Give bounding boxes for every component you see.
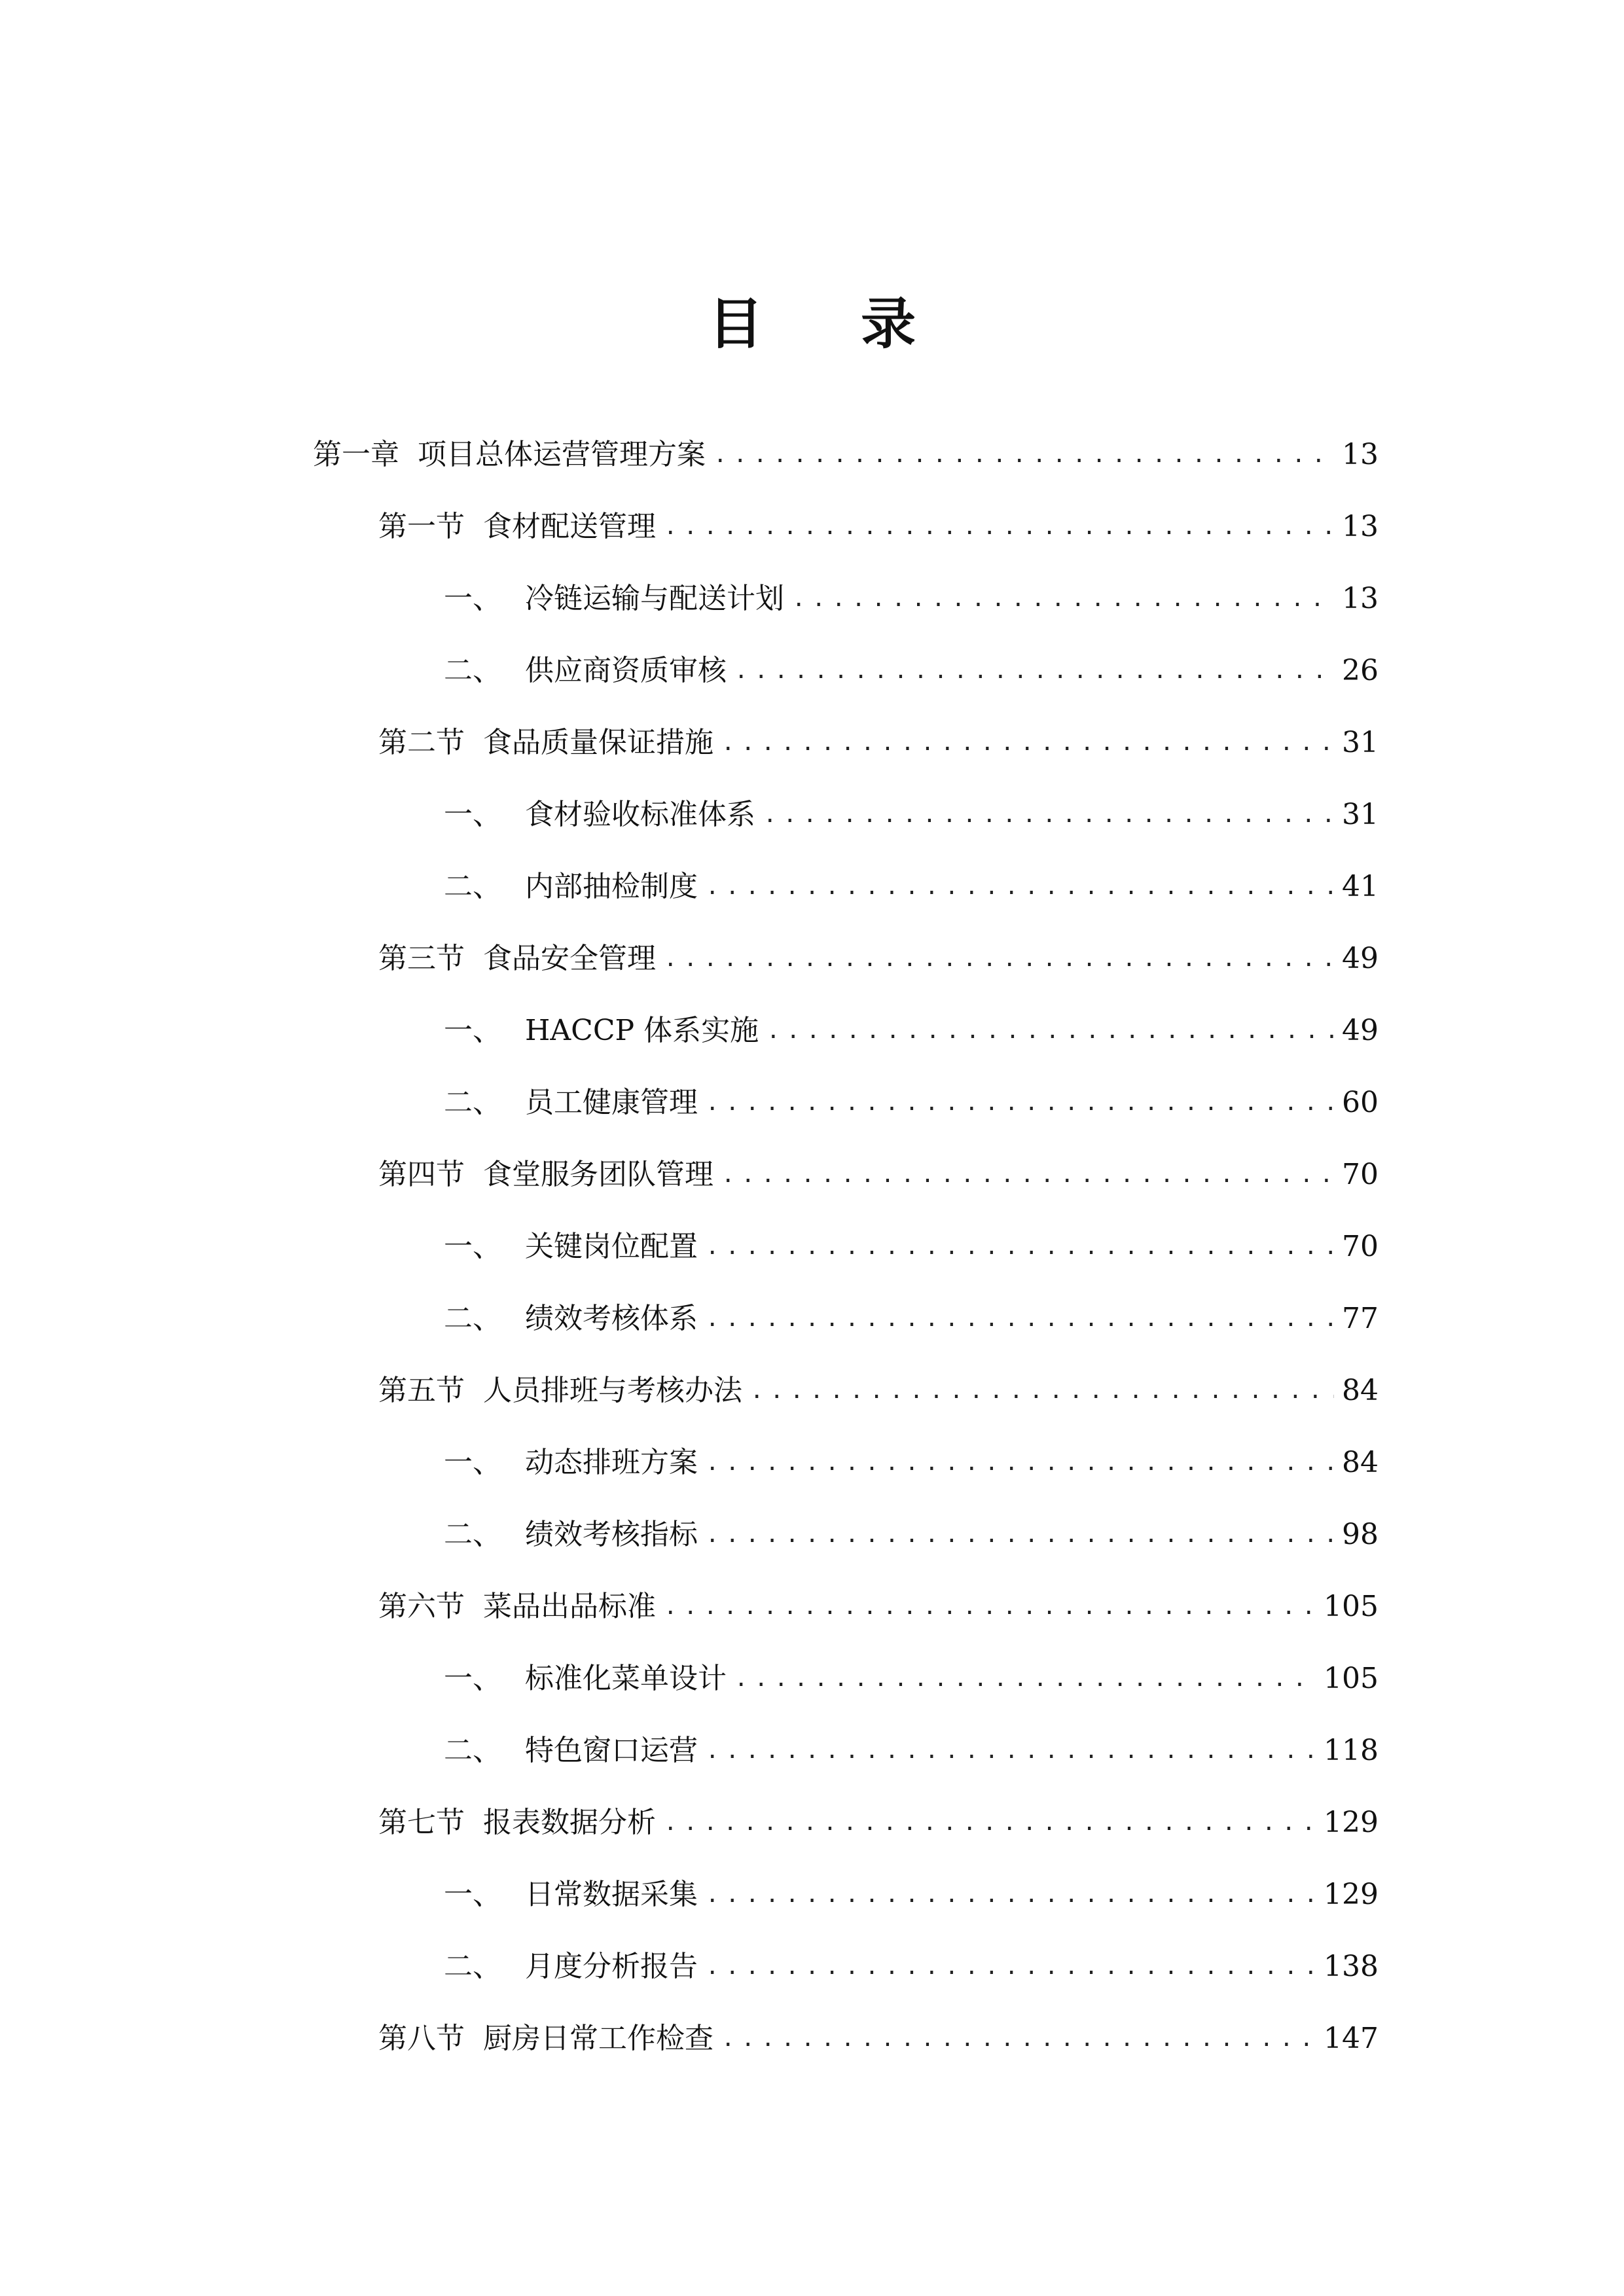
toc-dot-leader (706, 1227, 1334, 1266)
toc-entry[interactable] (0, 1499, 1624, 1571)
toc-entry-number: 第四节 (378, 1158, 465, 1191)
toc-entry-title: 食材配送管理 (483, 510, 656, 543)
toc-entry-number: 第六节 (378, 1590, 465, 1623)
toc-entry-number: 一、 (444, 1878, 501, 1911)
toc-entry[interactable] (0, 1643, 1624, 1715)
toc-entry-page-number: 118 (1324, 1734, 1379, 1767)
toc-entry-title: 月度分析报告 (525, 1950, 698, 1983)
toc-entry-title: 人员排班与考核办法 (483, 1374, 742, 1407)
toc-entry[interactable] (0, 491, 1624, 563)
toc-dot-leader (664, 507, 1334, 547)
toc-entry-title: 食品安全管理 (483, 942, 656, 975)
toc-entry-page-number: 13 (1342, 582, 1379, 615)
toc-entry-title: 特色窗口运营 (525, 1734, 698, 1767)
toc-dot-leader (721, 723, 1334, 762)
toc-entry-title: 食品质量保证措施 (483, 726, 713, 759)
toc-dot-leader (763, 795, 1334, 834)
toc-entry-title: 食材验收标准体系 (525, 798, 755, 831)
toc-entry-title: 绩效考核指标 (525, 1518, 698, 1551)
toc-entry-page-number: 60 (1342, 1086, 1379, 1119)
toc-entry-page-number: 105 (1324, 1590, 1379, 1623)
toc-dot-leader (721, 2019, 1316, 2058)
toc-entry-page-number: 147 (1324, 2022, 1379, 2055)
toc-entry-page-number: 77 (1342, 1302, 1379, 1335)
toc-entry-number: 第三节 (378, 942, 465, 975)
toc-entry-number: 二、 (444, 1734, 501, 1767)
toc-entry-number: 二、 (444, 1950, 501, 1983)
toc-entry[interactable] (0, 1067, 1624, 1139)
toc-entry-title: 厨房日常工作检查 (483, 2022, 713, 2055)
toc-entry-page-number: 84 (1342, 1446, 1379, 1479)
toc-entry-number: 二、 (444, 870, 501, 903)
toc-dot-leader (706, 1299, 1334, 1338)
toc-entry-page-number: 49 (1342, 942, 1379, 975)
toc-dot-leader (713, 435, 1334, 475)
toc-entry-number: 二、 (444, 1086, 501, 1119)
toc-entry[interactable] (0, 1211, 1624, 1283)
toc-entry-title: 项目总体运营管理方案 (418, 438, 706, 471)
toc-entry-number: 第二节 (378, 726, 465, 759)
toc-entry-number: 二、 (444, 1518, 501, 1551)
toc-entry[interactable] (0, 779, 1624, 851)
toc-dot-leader (664, 1803, 1316, 1842)
toc-entry-title: 菜品出品标准 (483, 1590, 656, 1623)
toc-entry-page-number: 31 (1342, 798, 1379, 831)
toc-entry-page-number: 70 (1342, 1230, 1379, 1263)
toc-dot-leader (706, 867, 1334, 906)
toc-entry-title: 绩效考核体系 (525, 1302, 698, 1335)
toc-dot-leader (706, 1083, 1334, 1122)
toc-entry-page-number: 26 (1342, 654, 1379, 687)
toc-entry-title: HACCP 体系实施 (525, 1014, 759, 1047)
toc-entry-number: 第八节 (378, 2022, 465, 2055)
toc-dot-leader (706, 1731, 1316, 1770)
toc-entry-title: 报表数据分析 (483, 1806, 656, 1839)
toc-entry[interactable] (0, 1787, 1624, 1859)
toc-entry-number: 一、 (444, 798, 501, 831)
toc-entry-page-number: 49 (1342, 1014, 1379, 1047)
toc-entry-number: 二、 (444, 654, 501, 687)
toc-title: 目 录 (708, 292, 956, 356)
toc-entry[interactable] (0, 1715, 1624, 1787)
toc-dot-leader (706, 1515, 1334, 1554)
toc-entry-number: 一、 (444, 1014, 501, 1047)
toc-entry[interactable] (0, 563, 1624, 635)
toc-list (0, 419, 1624, 2075)
toc-entry-title: 日常数据采集 (525, 1878, 698, 1911)
toc-entry-page-number: 31 (1342, 726, 1379, 759)
toc-entry[interactable] (0, 1859, 1624, 1931)
toc-entry-page-number: 98 (1342, 1518, 1379, 1551)
toc-entry[interactable] (0, 923, 1624, 995)
toc-entry-number: 一、 (444, 1662, 501, 1695)
toc-entry-page-number: 129 (1324, 1806, 1379, 1839)
toc-dot-leader (792, 579, 1334, 619)
toc-entry-page-number: 13 (1342, 438, 1379, 471)
toc-dot-leader (767, 1011, 1334, 1050)
toc-entry[interactable] (0, 1427, 1624, 1499)
toc-entry[interactable] (0, 419, 1624, 491)
toc-dot-leader (706, 1947, 1316, 1986)
toc-entry-page-number: 129 (1324, 1878, 1379, 1911)
toc-entry[interactable] (0, 995, 1624, 1067)
toc-entry[interactable] (0, 635, 1624, 707)
toc-entry[interactable] (0, 1571, 1624, 1643)
toc-entry-page-number: 41 (1342, 870, 1379, 903)
toc-entry-title: 冷链运输与配送计划 (525, 582, 784, 615)
toc-entry[interactable] (0, 1139, 1624, 1211)
toc-entry-title: 员工健康管理 (525, 1086, 698, 1119)
toc-entry-number: 二、 (444, 1302, 501, 1335)
toc-entry-title: 标准化菜单设计 (525, 1662, 727, 1695)
toc-dot-leader (721, 1155, 1334, 1194)
toc-entry-number: 一、 (444, 1230, 501, 1263)
toc-dot-leader (734, 651, 1334, 691)
toc-entry[interactable] (0, 1283, 1624, 1355)
toc-entry-page-number: 70 (1342, 1158, 1379, 1191)
toc-dot-leader (750, 1371, 1334, 1410)
toc-entry[interactable] (0, 2003, 1624, 2075)
toc-dot-leader (706, 1443, 1334, 1482)
toc-entry-title: 内部抽检制度 (525, 870, 698, 903)
toc-entry-title: 食堂服务团队管理 (483, 1158, 713, 1191)
toc-entry-page-number: 105 (1324, 1662, 1379, 1695)
toc-entry-number: 一、 (444, 582, 501, 615)
toc-entry-number: 第一章 (313, 438, 399, 471)
toc-dot-leader (706, 1875, 1316, 1914)
toc-entry[interactable] (0, 851, 1624, 923)
toc-entry-number: 第七节 (378, 1806, 465, 1839)
toc-entry-page-number: 13 (1342, 510, 1379, 543)
toc-entry-title: 关键岗位配置 (525, 1230, 698, 1263)
toc-entry-page-number: 138 (1324, 1950, 1379, 1983)
toc-dot-leader (664, 939, 1334, 978)
toc-entry-title: 动态排班方案 (525, 1446, 698, 1479)
toc-dot-leader (664, 1587, 1316, 1626)
toc-entry-number: 一、 (444, 1446, 501, 1479)
toc-entry[interactable] (0, 1931, 1624, 2003)
toc-entry[interactable] (0, 1355, 1624, 1427)
toc-entry-title: 供应商资质审核 (525, 654, 727, 687)
toc-entry-number: 第一节 (378, 510, 465, 543)
toc-dot-leader (734, 1659, 1316, 1698)
toc-entry-number: 第五节 (378, 1374, 465, 1407)
toc-entry-page-number: 84 (1342, 1374, 1379, 1407)
toc-entry[interactable] (0, 707, 1624, 779)
